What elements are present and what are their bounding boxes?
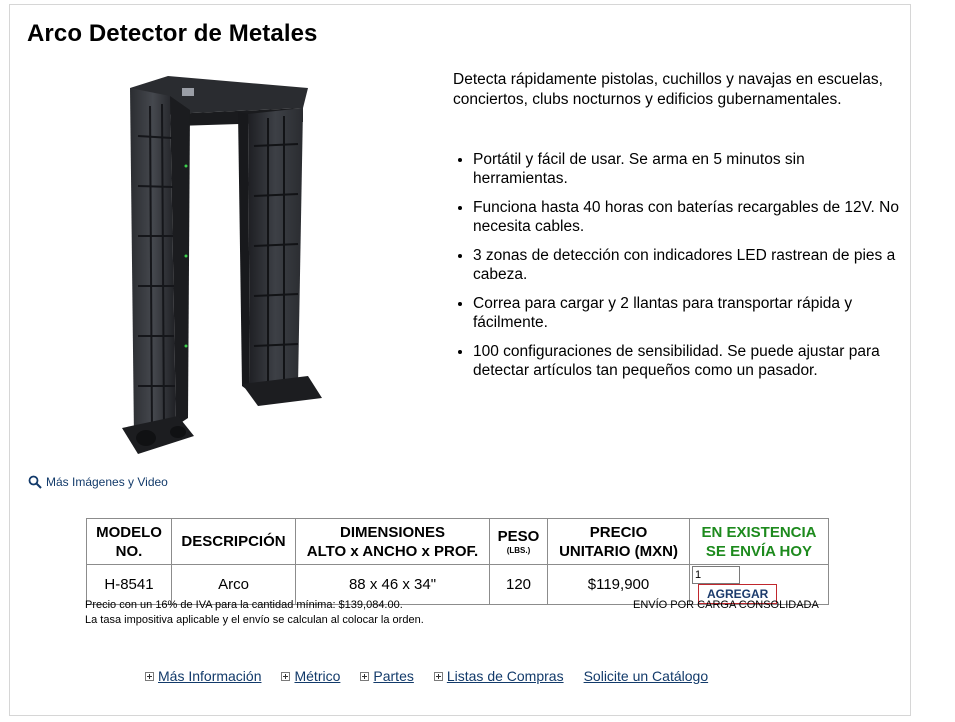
- cell-price: $119,900: [548, 565, 690, 605]
- feature-item: • Funciona hasta 40 horas con baterías recargables de 12V. No necesita cables.: [473, 198, 903, 236]
- parts-link[interactable]: [360, 668, 413, 684]
- price-note: Precio con un 16% de IVA para la cantidad mínima: $139,084.00.: [85, 599, 403, 611]
- plus-icon: [145, 672, 154, 681]
- header-model-line2: NO.: [115, 542, 143, 560]
- plus-icon: [434, 672, 443, 681]
- product-image-metal-detector-arch[interactable]: [98, 66, 386, 466]
- header-weight: [490, 519, 548, 565]
- header-dimensions-line2: ALTO x ANCHO x PROF.: [306, 542, 479, 560]
- header-price-line2: UNITARIO (MXN): [559, 542, 678, 560]
- feature-list: [453, 150, 903, 390]
- header-dimensions: [296, 519, 490, 565]
- feature-item: • 100 configuraciones de sensibilidad. Se puede ajustar para detectar artículos tan pequeños como un pasador.: [473, 342, 903, 380]
- more-images-label: Más Imágenes y Video: [46, 475, 168, 489]
- header-stock-line2: SE ENVÍA HOY: [705, 542, 813, 560]
- more-info-label: Más Información: [158, 668, 262, 684]
- header-model: [87, 519, 172, 565]
- page-title: Arco Detector de Metales: [27, 20, 318, 47]
- plus-icon: [360, 672, 369, 681]
- add-to-cart-button[interactable]: AGREGAR: [698, 584, 777, 604]
- header-stock: [690, 519, 829, 565]
- shopping-lists-label: Listas de Compras: [446, 668, 564, 684]
- more-images-link[interactable]: [28, 475, 168, 489]
- parts-label: Partes: [373, 668, 414, 684]
- more-info-link[interactable]: [145, 668, 261, 684]
- header-price-line1: PRECIO: [589, 523, 648, 541]
- feature-item: • 3 zonas de detección con indicadores LED rastrean de pies a cabeza.: [473, 246, 903, 284]
- metric-label: Métrico: [294, 668, 341, 684]
- magnifier-icon: [28, 475, 42, 489]
- cell-dimensions: 88 x 46 x 34": [296, 565, 490, 605]
- spec-table: [86, 518, 829, 605]
- header-dimensions-line1: DIMENSIONES: [339, 523, 445, 541]
- table-header-row: [87, 519, 829, 565]
- shipping-note: ENVÍO POR CARGA CONSOLIDADA: [633, 599, 819, 611]
- cell-weight: 120: [490, 565, 548, 605]
- header-weight-unit: (LBS.): [506, 546, 531, 555]
- quantity-input[interactable]: [692, 566, 740, 584]
- cell-model: H-8541: [87, 565, 172, 605]
- header-stock-line1: EN EXISTENCIA: [701, 523, 817, 541]
- feature-item: • Correa para cargar y 2 llantas para transportar rápida y fácilmente.: [473, 294, 903, 332]
- metric-link[interactable]: [281, 668, 340, 684]
- header-weight-label: PESO: [497, 528, 540, 545]
- product-intro: Detecta rápidamente pistolas, cuchillos y navajas en escuelas, conciertos, clubs nocturnos y edificios gubernamentales.: [453, 71, 883, 108]
- catalog-link[interactable]: [584, 668, 709, 684]
- cell-description: Arco: [172, 565, 296, 605]
- tax-note: La tasa impositiva aplicable y el envío se calculan al colocar la orden.: [85, 614, 424, 626]
- shopping-lists-link[interactable]: [434, 668, 564, 684]
- header-description: DESCRIPCIÓN: [172, 519, 296, 565]
- header-price: [548, 519, 690, 565]
- catalog-label: Solicite un Catálogo: [583, 668, 709, 684]
- feature-item: • Portátil y fácil de usar. Se arma en 5 minutos sin herramientas.: [473, 150, 903, 188]
- header-model-line1: MODELO: [96, 523, 162, 541]
- bottom-links: [145, 668, 708, 684]
- plus-icon: [281, 672, 290, 681]
